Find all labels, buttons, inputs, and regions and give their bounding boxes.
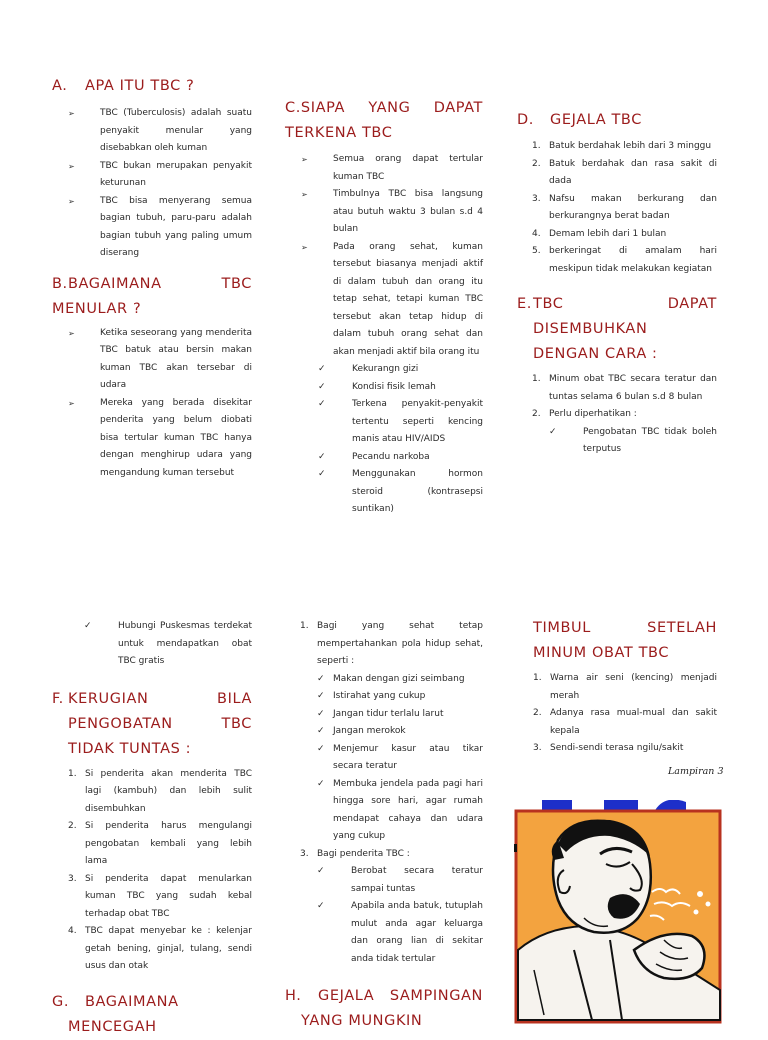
- arrow-bullet-icon: ➢: [301, 190, 308, 199]
- coughing-man-drawing: [514, 800, 722, 1024]
- section-e-checklist: [549, 424, 717, 459]
- section-b-title: BAGAIMANA TBC MENULAR ?: [52, 275, 252, 317]
- list-item: 5. berkeringat di amalam hari meskipun tidak melakukan kegiatan: [532, 246, 717, 274]
- check-icon: ✓: [317, 778, 325, 789]
- checklist-item: ✓ Menjemur kasur atau tikar secara teratur: [317, 741, 483, 776]
- checklist-item: ✓ Terkena penyakit-penyakit tertentu seperti kencing manis atau HIV/AIDS: [318, 396, 483, 449]
- coughing-man-illustration: [514, 800, 722, 1024]
- list-item: 3. Nafsu makan berkurang dan berkurangnya berat badan: [532, 193, 717, 221]
- section-a-heading: [52, 74, 252, 99]
- checklist-item: ✓ Menggunakan hormon steroid (kontrasepsi suntikan): [318, 466, 483, 519]
- arrow-bullet-icon: ➢: [301, 242, 308, 252]
- checklist-item: ✓ Istirahat yang cukup: [317, 688, 483, 706]
- list-item: 1. Batuk berdahak lebih dari 3 minggu: [532, 141, 712, 151]
- checklist-item: ✓ Jangan tidur terlalu larut: [317, 706, 483, 724]
- checklist-item: ✓ Hubungi Puskesmas terdekat untuk mendapatkan obat TBC gratis: [84, 618, 252, 671]
- section-c-heading: C.SIAPA YANG DAPAT TERKENA TBC: [285, 100, 483, 141]
- appendix-caption: Lampiran 3: [668, 766, 724, 777]
- section-h-letter: H.: [285, 988, 302, 1004]
- section-h-list: [533, 670, 717, 758]
- list-item: 3. Si penderita dapat menularkan kuman TBC yang sudah kebal terhadap obat TBC: [68, 873, 252, 919]
- section-f-title: KERUGIAN BILA PENGOBATAN TBC TIDAK TUNTAS :: [68, 690, 252, 757]
- list-item: ➢ Mereka yang berada disekitar penderita yang belum diobati bisa tertular kuman TBC hanya dengan menghirup udara yang mengandung kuman tersebut: [68, 395, 252, 483]
- arrow-bullet-icon: ➢: [68, 328, 75, 338]
- section-g-checklist-sehat: [317, 671, 483, 846]
- checklist-item: ✓ Makan dengan gizi seimbang: [317, 671, 483, 689]
- checklist-item: ✓ Pecandu narkoba: [318, 449, 483, 467]
- list-item: ➢ TBC (Tuberculosis) adalah suatu penyakit menular yang disebabkan oleh kuman: [68, 105, 252, 158]
- list-item: ➢ Timbulnya TBC bisa langsung atau butuh waktu 3 bulan s.d 4 bulan: [301, 186, 483, 239]
- section-a-letter: A.: [52, 78, 68, 94]
- check-icon: ✓: [317, 691, 325, 701]
- section-a-title: APA ITU TBC ?: [85, 78, 195, 94]
- arrow-bullet-icon: ➢: [68, 161, 75, 171]
- section-b-list: [68, 325, 252, 483]
- column-2-bottom: [300, 618, 483, 968]
- checklist-item: ✓ Kondisi fisik lemah: [318, 379, 483, 397]
- list-item: 4. Demam lebih dari 1 bulan: [532, 228, 667, 239]
- check-icon: ✓: [318, 451, 326, 462]
- section-g-letter: G.: [52, 993, 70, 1010]
- section-g-checklist-penderita: [317, 863, 483, 968]
- check-icon: ✓: [317, 673, 325, 684]
- column-3-top: [517, 108, 717, 459]
- column-1-top: [52, 74, 252, 482]
- list-item: 2. Perlu diperhatikan :: [532, 409, 637, 419]
- section-a-list: [68, 105, 252, 263]
- section-c-checklist: [318, 361, 483, 519]
- check-icon: ✓: [317, 743, 325, 754]
- section-h-heading: [285, 984, 483, 1034]
- section-e-list: [532, 371, 717, 424]
- section-b-heading: [52, 272, 252, 322]
- section-e-checklist-cont: [84, 618, 252, 671]
- section-e-letter: E.: [517, 296, 532, 312]
- section-g-list: [300, 618, 483, 671]
- section-f-heading: [52, 687, 252, 762]
- arrow-bullet-icon: ➢: [68, 196, 75, 206]
- checklist-item: ✓ Membuka jendela pada pagi hari hingga sore hari, agar rumah mendapat cahaya dan udara yang cukup: [317, 776, 483, 846]
- section-d-heading: [517, 108, 717, 133]
- check-icon: ✓: [317, 866, 325, 876]
- edge-mark: [514, 844, 517, 852]
- section-g-heading: [52, 990, 252, 1040]
- column-1-bottom: [52, 618, 252, 1040]
- section-h-heading-cont: TIMBUL SETELAH MINUM OBAT TBC: [533, 620, 717, 661]
- list-item: 2. Si penderita harus mengulangi pengobatan kembali yang lebih lama: [68, 821, 252, 866]
- list-item: ➢ Semua orang dapat tertular kuman TBC: [301, 151, 483, 186]
- section-f-list: [68, 766, 252, 976]
- check-icon: ✓: [318, 381, 326, 392]
- list-item: 2. Batuk berdahak dan rasa sakit di dada: [532, 158, 717, 186]
- section-b-letter: B.: [52, 275, 68, 292]
- checklist-item: ✓ Kekurangn gizi: [318, 361, 483, 379]
- list-item: ➢ Pada orang sehat, kuman tersebut biasanya menjadi aktif di dalam tubuh dan orang itu tetap sehat, tetapi kuman TBC tersebut akan tetap hidup di dalam tubuh orang sehat dan akan menjadi aktif bila orang itu: [301, 239, 483, 362]
- check-icon: ✓: [317, 708, 325, 719]
- section-d-list: [532, 138, 717, 278]
- column-3-bottom: [533, 616, 717, 758]
- check-icon: ✓: [317, 901, 325, 911]
- checklist-item: ✓ Jangan merokok: [317, 723, 483, 741]
- checklist-item: ✓ Apabila anda batuk, tutuplah mulut anda agar keluarga dan orang lian di sekitar anda tidak tertular: [317, 898, 483, 968]
- check-icon: ✓: [317, 726, 325, 736]
- list-item: 3. Sendi-sendi terasa ngilu/sakit: [533, 743, 684, 753]
- section-e-title: TBC DAPAT DISEMBUHKAN DENGAN CARA :: [533, 296, 717, 362]
- check-icon: ✓: [549, 426, 557, 437]
- list-item: 1. Bagi yang sehat tetap mempertahankan pola hidup sehat, seperti :: [300, 621, 483, 666]
- arrow-bullet-icon: ➢: [68, 398, 75, 408]
- checklist-item: ✓ Pengobatan TBC tidak boleh terputus: [549, 424, 717, 459]
- check-icon: ✓: [318, 364, 326, 374]
- section-d-title: GEJALA TBC: [550, 112, 642, 128]
- list-item: ➢ TBC bukan merupakan penyakit keturunan: [68, 158, 252, 193]
- arrow-bullet-icon: ➢: [301, 155, 308, 164]
- section-h-title: GEJALA SAMPINGAN YANG MUNGKIN: [301, 988, 483, 1029]
- section-f-letter: F.: [52, 690, 64, 707]
- check-icon: ✓: [318, 399, 326, 409]
- check-icon: ✓: [84, 621, 92, 631]
- column-2-top: [285, 96, 483, 519]
- section-e-heading: [517, 292, 717, 367]
- section-g-title: BAGAIMANA MENCEGAH: [68, 993, 179, 1035]
- section-c-list: [301, 151, 483, 361]
- arrow-bullet-icon: ➢: [68, 109, 75, 118]
- list-item: 1. Minum obat TBC secara teratur dan tuntas selama 6 bulan s.d 8 bulan: [532, 374, 717, 402]
- list-item: 1. Si penderita akan menderita TBC lagi (kambuh) dan lebih sulit disembuhkan: [68, 768, 252, 814]
- list-item: 2. Adanya rasa mual-mual dan sakit kepala: [533, 708, 717, 736]
- section-g-list-2: [300, 846, 483, 864]
- checklist-item: ✓ Berobat secara teratur sampai tuntas: [317, 863, 483, 898]
- list-item: 4. TBC dapat menyebar ke : kelenjar getah bening, ginjal, tulang, sendi usus dan otak: [68, 926, 252, 971]
- list-item: 1. Warna air seni (kencing) menjadi merah: [533, 673, 717, 701]
- check-icon: ✓: [318, 469, 326, 479]
- list-item: ➢ Ketika seseorang yang menderita TBC batuk atau bersin makan kuman TBC akan tersebar di udara: [68, 325, 252, 395]
- list-item: ➢ TBC bisa menyerang semua bagian tubuh, paru-paru adalah bagian tubuh yang paling umum diserang: [68, 193, 252, 263]
- list-item: 3. Bagi penderita TBC :: [300, 848, 410, 859]
- head: [552, 820, 651, 933]
- section-d-letter: D.: [517, 112, 534, 128]
